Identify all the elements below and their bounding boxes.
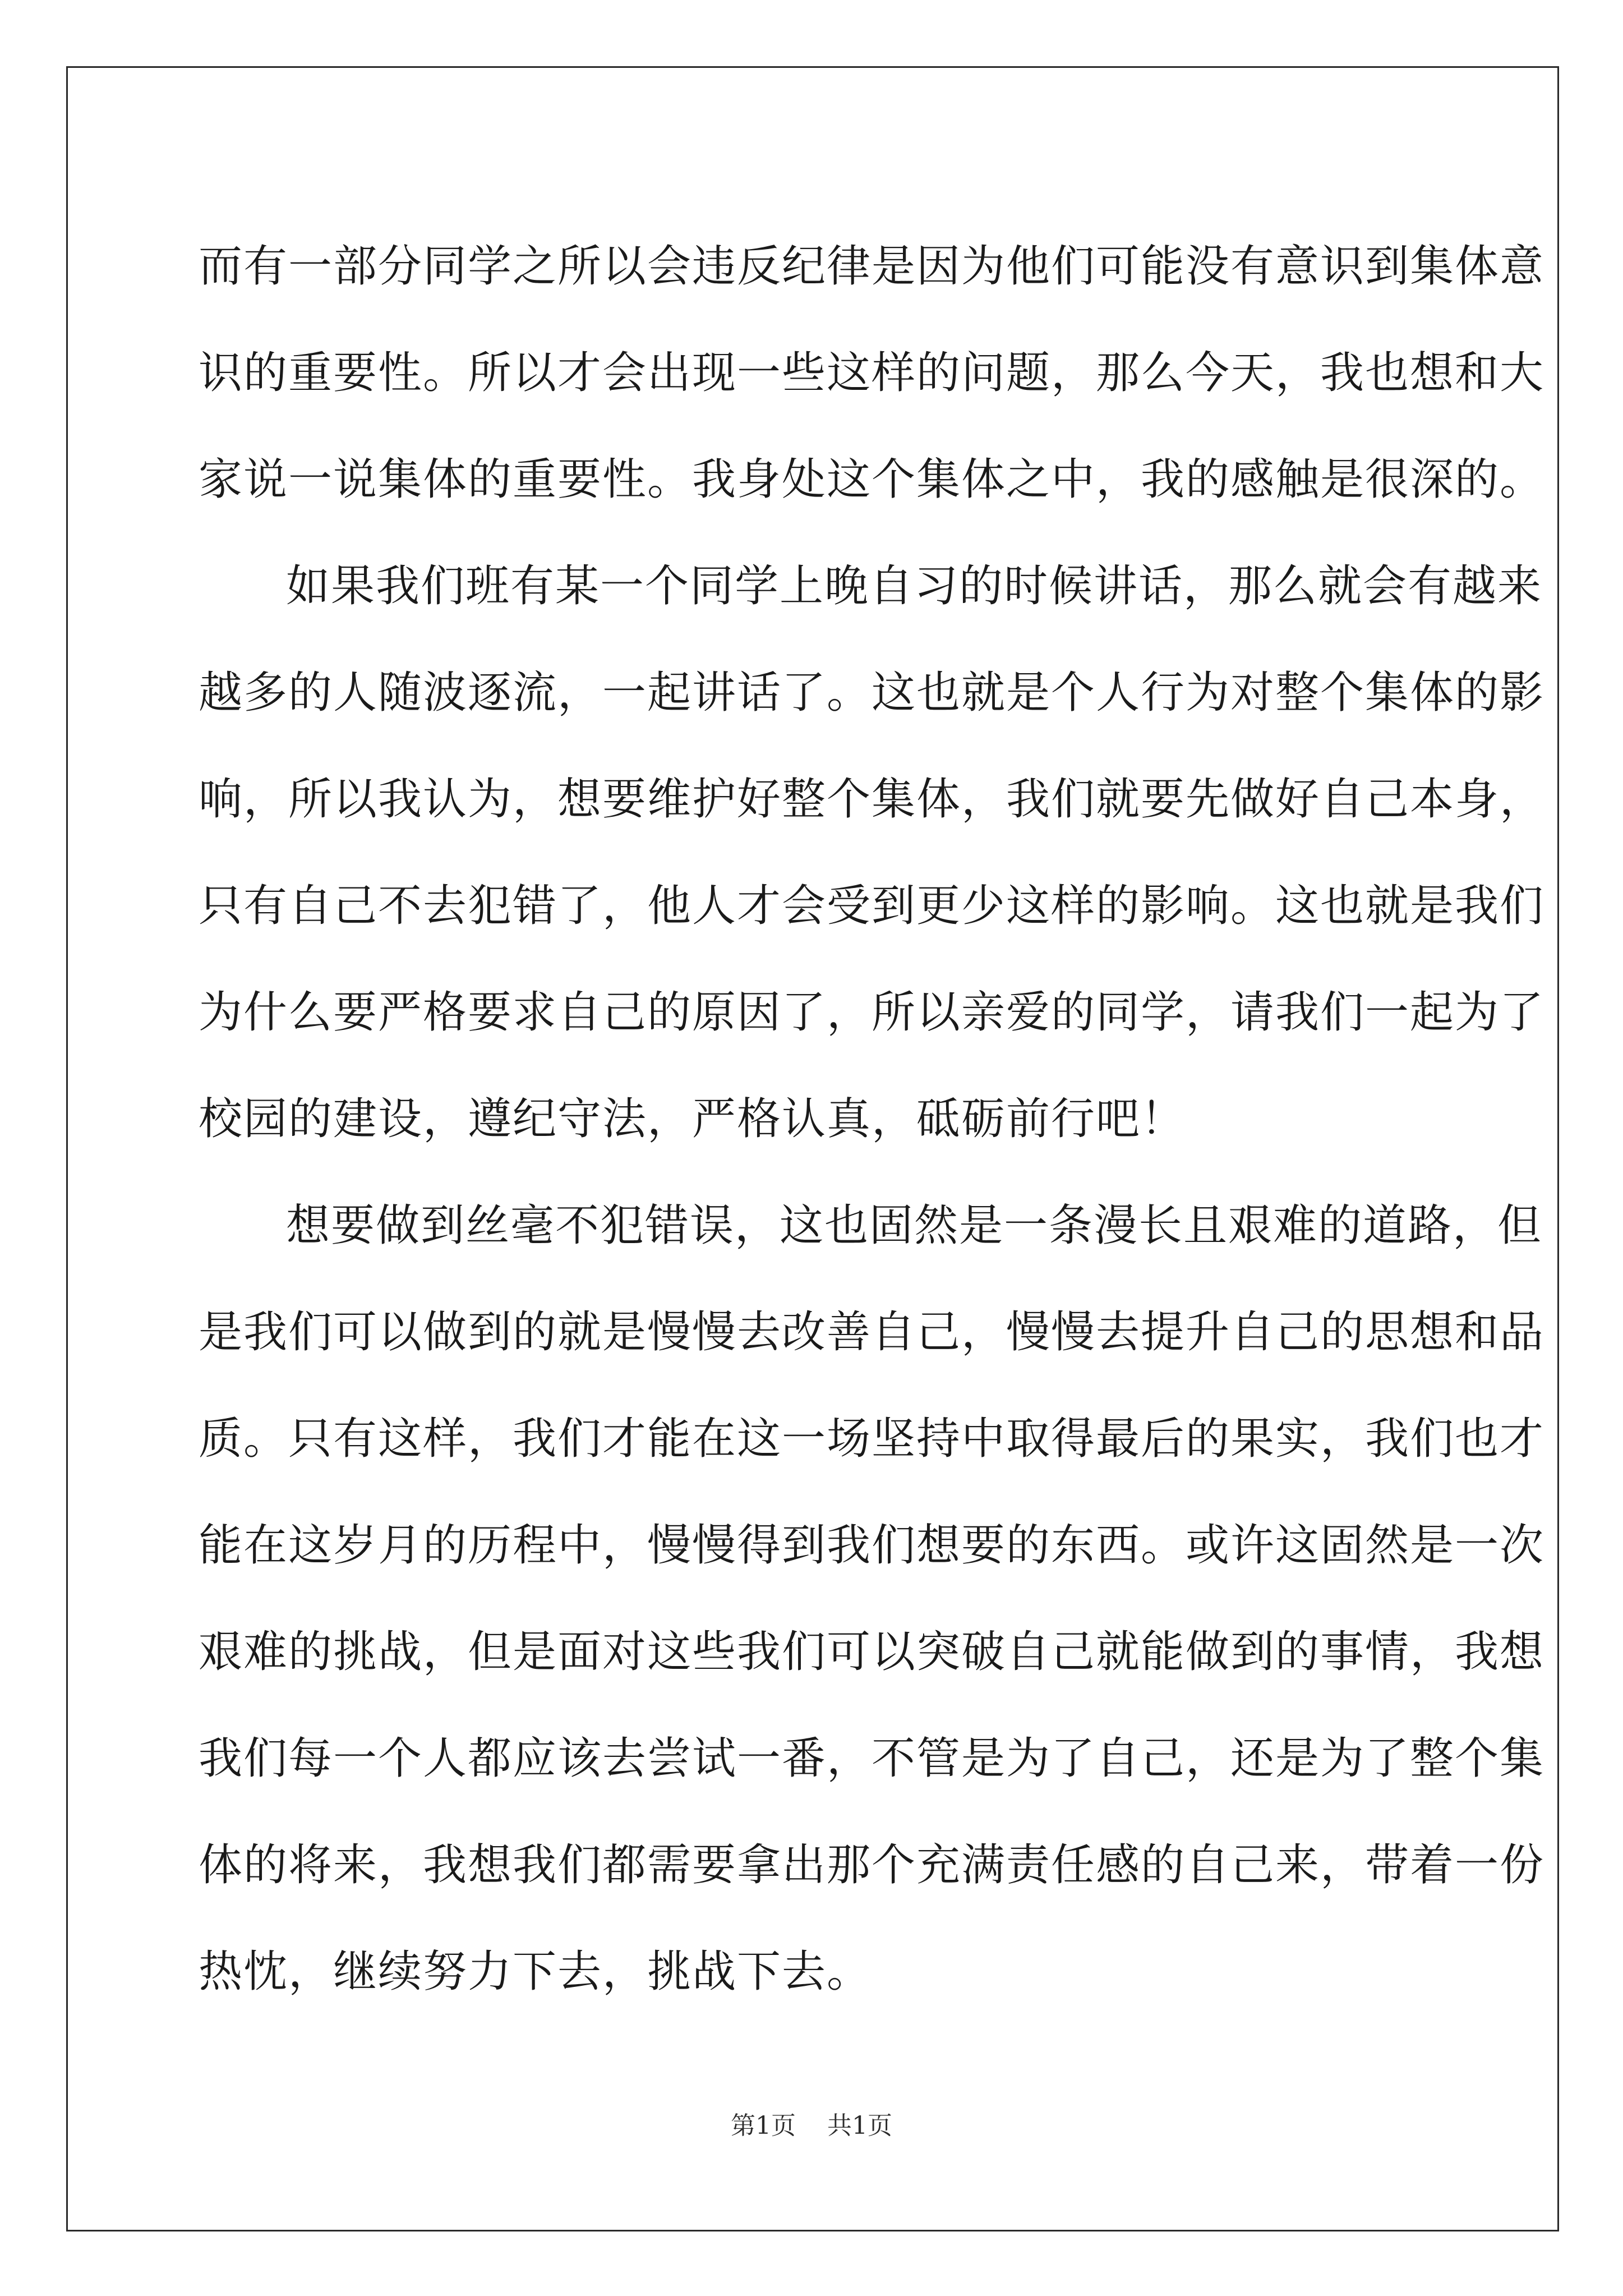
text-line: 而有一部分同学之所以会违反纪律是因为他们可能没有意识到集体意 (199, 241, 1545, 292)
page-number: 第1页 (731, 2111, 796, 2140)
text-line: 是我们可以做到的就是慢慢去改善自己，慢慢去提升自己的思想和品 (199, 1307, 1545, 1358)
text-line: 质。只有这样，我们才能在这一场坚持中取得最后的果实，我们也才 (199, 1414, 1545, 1464)
text-line: 越多的人随波逐流，一起讲话了。这也就是个人行为对整个集体的影 (199, 668, 1545, 718)
text-line: 家说一说集体的重要性。我身处这个集体之中，我的感触是很深的。 (199, 454, 1545, 505)
text-line: 识的重要性。所以才会出现一些这样的问题，那么今天，我也想和大 (199, 348, 1545, 398)
paragraph-start-line: 如果我们班有某一个同学上晚自习的时候讲话，那么就会有越来 (286, 561, 1543, 611)
text-line: 热忱，继续努力下去，挑战下去。 (199, 1947, 872, 1997)
page-total: 共1页 (827, 2111, 892, 2140)
text-line: 校园的建设，遵纪守法，严格认真，砥砺前行吧！ (199, 1094, 1186, 1144)
paragraph-start-line: 想要做到丝毫不犯错误，这也固然是一条漫长且艰难的道路，但 (286, 1200, 1543, 1251)
text-line: 体的将来，我想我们都需要拿出那个充满责任感的自己来，带着一份 (199, 1840, 1545, 1890)
text-line: 我们每一个人都应该去尝试一番，不管是为了自己，还是为了整个集 (199, 1733, 1545, 1784)
text-line: 能在这岁月的历程中，慢慢得到我们想要的东西。或许这固然是一次 (199, 1520, 1545, 1571)
page-footer (0, 2109, 1623, 2143)
text-line: 响，所以我认为，想要维护好整个集体，我们就要先做好自己本身， (199, 774, 1545, 825)
text-line: 为什么要严格要求自己的原因了，所以亲爱的同学，请我们一起为了 (199, 987, 1545, 1038)
text-line: 只有自己不去犯错了，他人才会受到更少这样的影响。这也就是我们 (199, 881, 1545, 931)
text-line: 艰难的挑战，但是面对这些我们可以突破自己就能做到的事情，我想 (199, 1627, 1545, 1677)
document-body (199, 213, 1545, 2025)
